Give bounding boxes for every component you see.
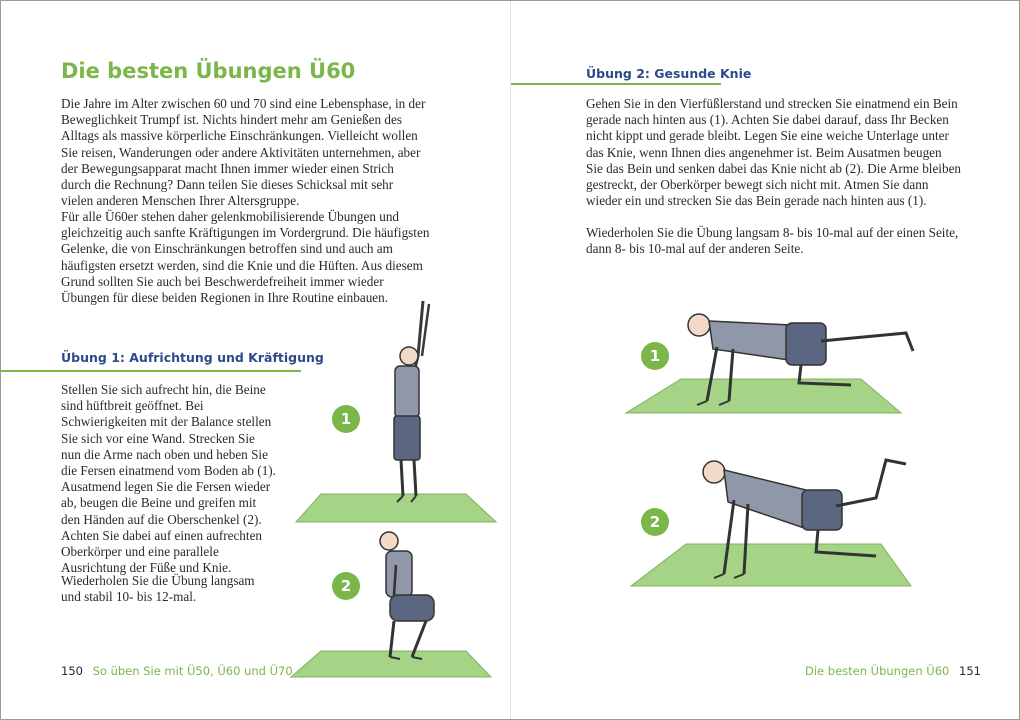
exercise-2-repeat: Wiederholen Sie die Übung langsam 8- bis 10-mal auf der einen Seite, dann 8- bis 10-mal auf der anderen Seite. — [586, 225, 959, 257]
exercise-2-heading: Übung 2: Gesunde Knie — [586, 66, 752, 81]
page-title: Die besten Übungen Ü60 — [61, 59, 356, 83]
step-1-badge-left: 1 — [332, 405, 360, 433]
exercise-1-text: Stellen Sie sich aufrecht hin, die Beine sind hüftbreit geöffnet. Bei Schwierigkeiten mit der Balance stellen Sie sich vor eine Wand. Strecken Sie nun die Arme nach oben und heben Sie die Fersen einatmend vom Boden ab (1). Ausatmend legen Sie die Fersen wieder ab, beugen die Beine und greifen mit den Händen auf die Oberschenkel (2). Achten Sie dabei auf einen aufrechten Oberkörper und eine parallele Ausrichtung der Füße und Knie. — [61, 382, 276, 576]
intro-paragraph-2: Für alle Ü60er stehen daher gelenkmobilisierende Übungen und gleichzeitig auch sanfte Kräftigungen im Vordergrund. Die häufigsten Gelenke, die von Einschränkungen betroffen sind und auch am häufigsten ersetzt werden, sind die Knie und die Hüften. Aus diesem Grund sollten Sie auch bei Beschwerdefreiheit immer wieder Übungen für diese beiden Regionen in Ihre Routine einbauen. — [61, 209, 430, 306]
section-rule-right — [511, 83, 721, 85]
quadruped-bent-leg-illustration — [626, 456, 946, 596]
step-2-badge-right: 2 — [641, 508, 669, 536]
running-section-left: So üben Sie mit Ü50, Ü60 und Ü70 — [92, 664, 293, 678]
section-rule-left — [1, 370, 301, 372]
quadruped-extension-illustration — [621, 301, 941, 421]
footer-left — [61, 664, 293, 678]
step-2-badge-left: 2 — [332, 572, 360, 600]
step-1-badge-right: 1 — [641, 342, 669, 370]
exercise-1-repeat: Wiederholen Sie die Übung langsam und stabil 10- bis 12-mal. — [61, 573, 255, 605]
page-number-right: 151 — [959, 664, 981, 678]
squat-illustration — [286, 529, 496, 689]
page-number-left: 150 — [61, 664, 83, 678]
exercise-1-heading: Übung 1: Aufrichtung und Kräftigung — [61, 350, 324, 365]
footer-right — [805, 664, 981, 678]
running-section-right: Die besten Übungen Ü60 — [805, 664, 950, 678]
intro-paragraph-1: Die Jahre im Alter zwischen 60 und 70 sind eine Lebensphase, in der Beweglichkeit Trumpf ist. Nichts hindert mehr am Genießen des Alltags als massive körperliche Einschränkungen. Vielleicht wollen Sie reisen, Wanderungen oder andere Aktivitäten unternehmen, aber der Bewegungsapparat macht Ihnen immer wieder einen Strich durch die Rechnung? Dann teilen Sie dieses Schicksal mit sehr vielen anderen Menschen Ihrer Altersgruppe. — [61, 96, 426, 209]
exercise-2-text: Gehen Sie in den Vierfüßlerstand und strecken Sie einatmend ein Bein gerade nach hinten aus (1). Achten Sie dabei darauf, dass Ihr Becken nicht kippt und gerade bleibt. Legen Sie eine weiche Unterlage unter das Knie, wenn Ihnen dies angenehmer ist. Beim Ausatmen beugen Sie das Bein und senken dabei das Knie nicht ab (2). Die Arme bleiben gestreckt, der Oberkörper bewegt sich nicht mit. Atmen Sie dann wieder ein und strecken Sie das Bein gerade nach hinten aus (1). — [586, 96, 962, 209]
page-gutter — [510, 1, 511, 719]
standing-raise-illustration — [291, 296, 501, 526]
